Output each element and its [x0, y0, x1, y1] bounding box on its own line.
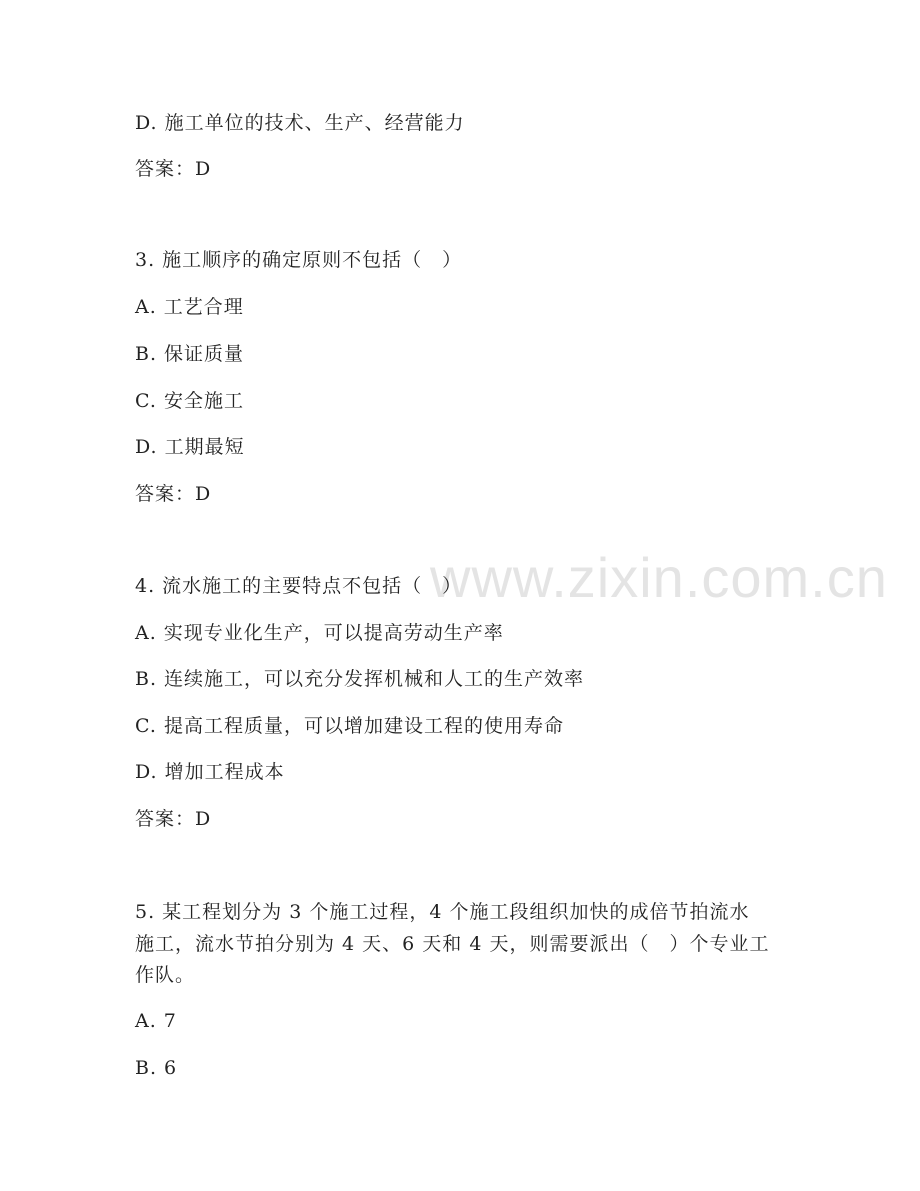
question-4: 4. 流水施工的主要特点不包括（ ）	[135, 575, 463, 597]
question-5-line-3: 作队。	[135, 964, 196, 986]
option-b-q4: B. 连续施工，可以充分发挥机械和人工的生产效率	[135, 668, 585, 690]
option-b-q3: B. 保证质量	[135, 343, 245, 365]
answer-q3: 答案：D	[135, 483, 212, 505]
option-a-q3: A. 工艺合理	[135, 296, 244, 318]
option-a-q4: A. 实现专业化生产，可以提高劳动生产率	[135, 622, 504, 644]
answer-q4: 答案：D	[135, 808, 212, 830]
option-b-q5: B. 6	[135, 1057, 178, 1079]
watermark: www.zixin.com.cn	[430, 546, 888, 609]
option-d-q4: D. 增加工程成本	[135, 761, 285, 783]
option-c-q4: C. 提高工程质量，可以增加建设工程的使用寿命	[135, 715, 564, 737]
option-a-q5: A. 7	[135, 1010, 177, 1032]
option-d-q3: D. 工期最短	[135, 436, 245, 458]
option-d-q2: D. 施工单位的技术、生产、经营能力	[135, 112, 465, 134]
question-3: 3. 施工顺序的确定原则不包括（ ）	[135, 249, 463, 271]
option-c-q3: C. 安全施工	[135, 390, 244, 412]
question-5-line-2: 施工，流水节拍分别为 4 天、6 天和 4 天，则需要派出（ ）个专业工	[135, 933, 770, 955]
question-5-line-1: 5. 某工程划分为 3 个施工过程，4 个施工段组织加快的成倍节拍流水	[135, 901, 750, 923]
answer-q2: 答案：D	[135, 158, 212, 180]
